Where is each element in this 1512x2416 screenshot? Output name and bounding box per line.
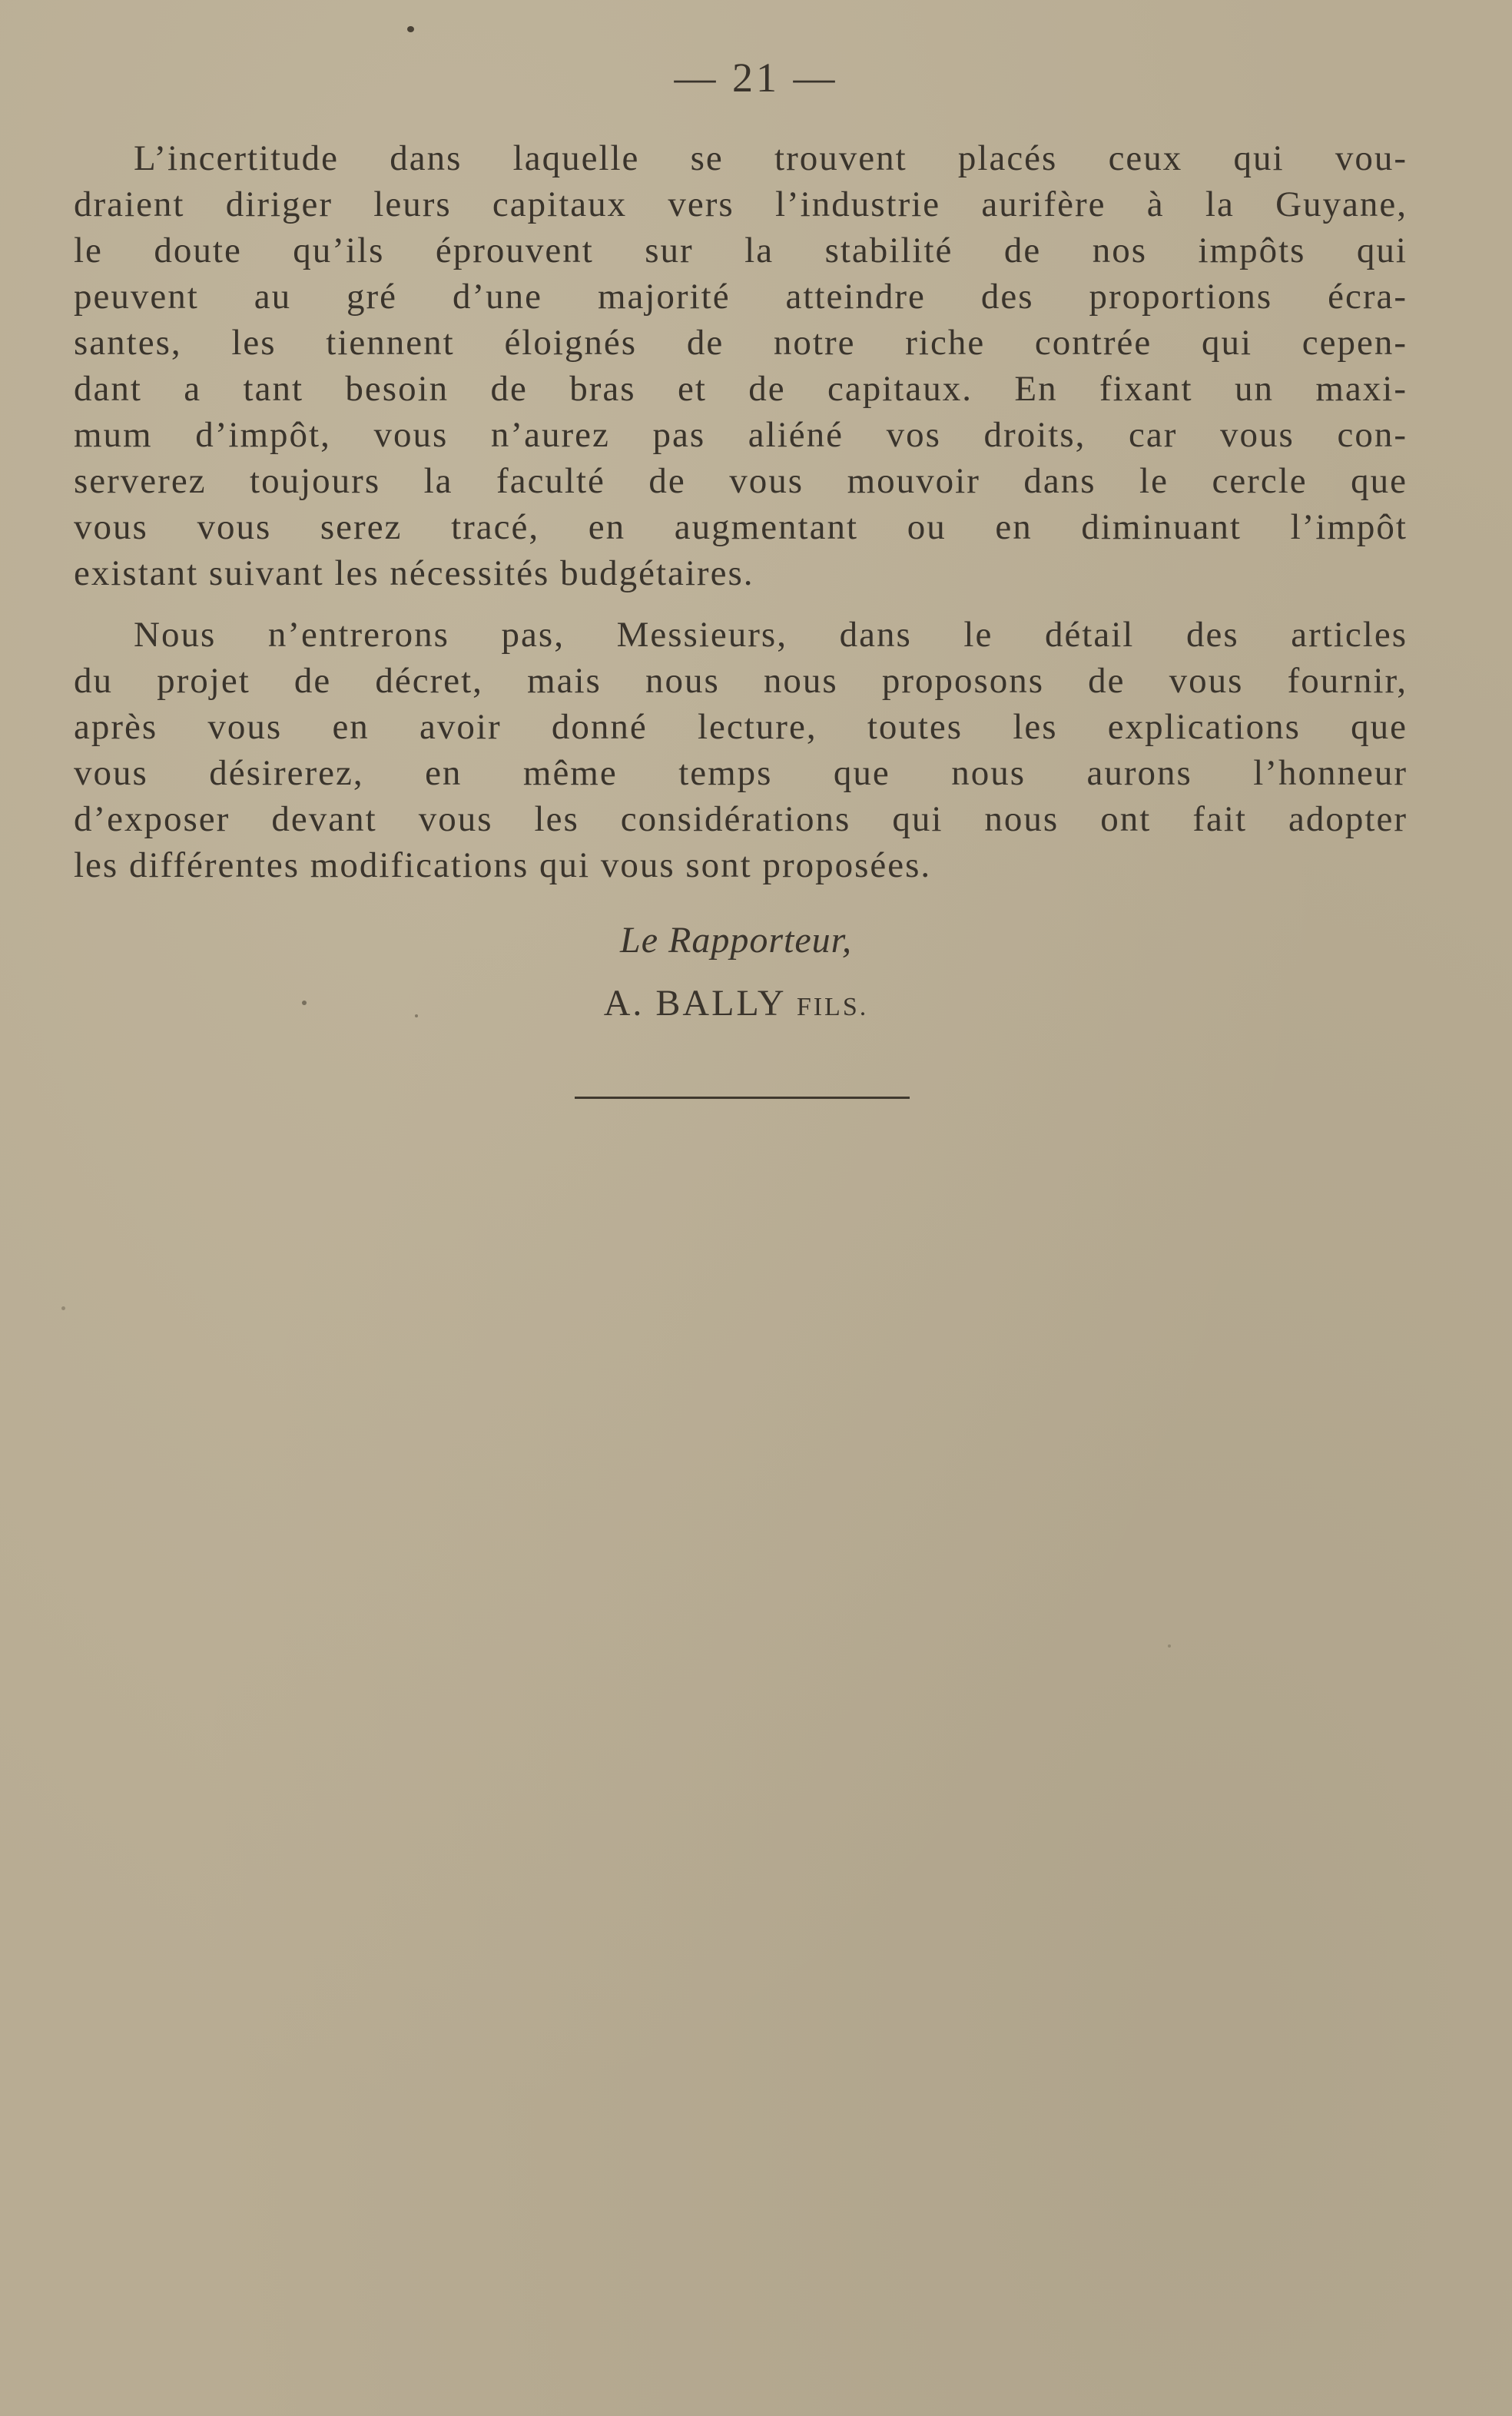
paragraph-2 <box>74 612 1408 888</box>
text-line: les différentes modifications qui vous sont proposées. <box>74 845 932 885</box>
signature-name-block <box>0 982 1492 1024</box>
text-line: du projet de décret, mais nous nous proposons de vous fournir, <box>74 661 1408 701</box>
text-line: dant a tant besoin de bras et de capitaux. En fixant un maxi- <box>74 369 1408 409</box>
text-line: existant suivant les nécessités budgétaires. <box>74 553 754 593</box>
text-line: santes, les tiennent éloignés de notre riche contrée qui cepen- <box>74 323 1408 363</box>
text-line: d’exposer devant vous les considérations qui nous ont fait adopter <box>74 799 1408 839</box>
ink-speck <box>407 26 414 32</box>
text-line: vous désirerez, en même temps que nous aurons l’honneur <box>74 753 1408 793</box>
paragraph-1 <box>74 135 1408 596</box>
text-line: draient diriger leurs capitaux vers l’industrie aurifère à la Guyane, <box>74 184 1408 224</box>
text-line: L’incertitude dans laquelle se trouvent placés ceux qui vou- <box>134 138 1408 178</box>
text-line: serverez toujours la faculté de vous mouvoir dans le cercle que <box>74 461 1408 501</box>
text-line: vous vous serez tracé, en augmentant ou en diminuant l’impôt <box>74 507 1408 547</box>
page-number: — 21 — <box>674 55 838 101</box>
signature-suffix: FILS. <box>796 993 869 1021</box>
text-line: le doute qu’ils éprouvent sur la stabilité de nos impôts qui <box>74 231 1408 270</box>
text-line: après vous en avoir donné lecture, toutes les explications que <box>74 707 1408 747</box>
text-line: mum d’impôt, vous n’aurez pas aliéné vos droits, car vous con- <box>74 415 1408 455</box>
closing-rule <box>575 1097 910 1099</box>
text-line: peuvent au gré d’une majorité atteindre des proportions écra- <box>74 277 1408 317</box>
text-line: Nous n’entrerons pas, Messieurs, dans le détail des articles <box>134 615 1408 655</box>
ink-speck <box>61 1306 65 1310</box>
signature-name: A. BALLY <box>603 983 785 1024</box>
signature-title: Le Rapporteur, <box>620 920 852 961</box>
ink-speck <box>1168 1644 1171 1648</box>
